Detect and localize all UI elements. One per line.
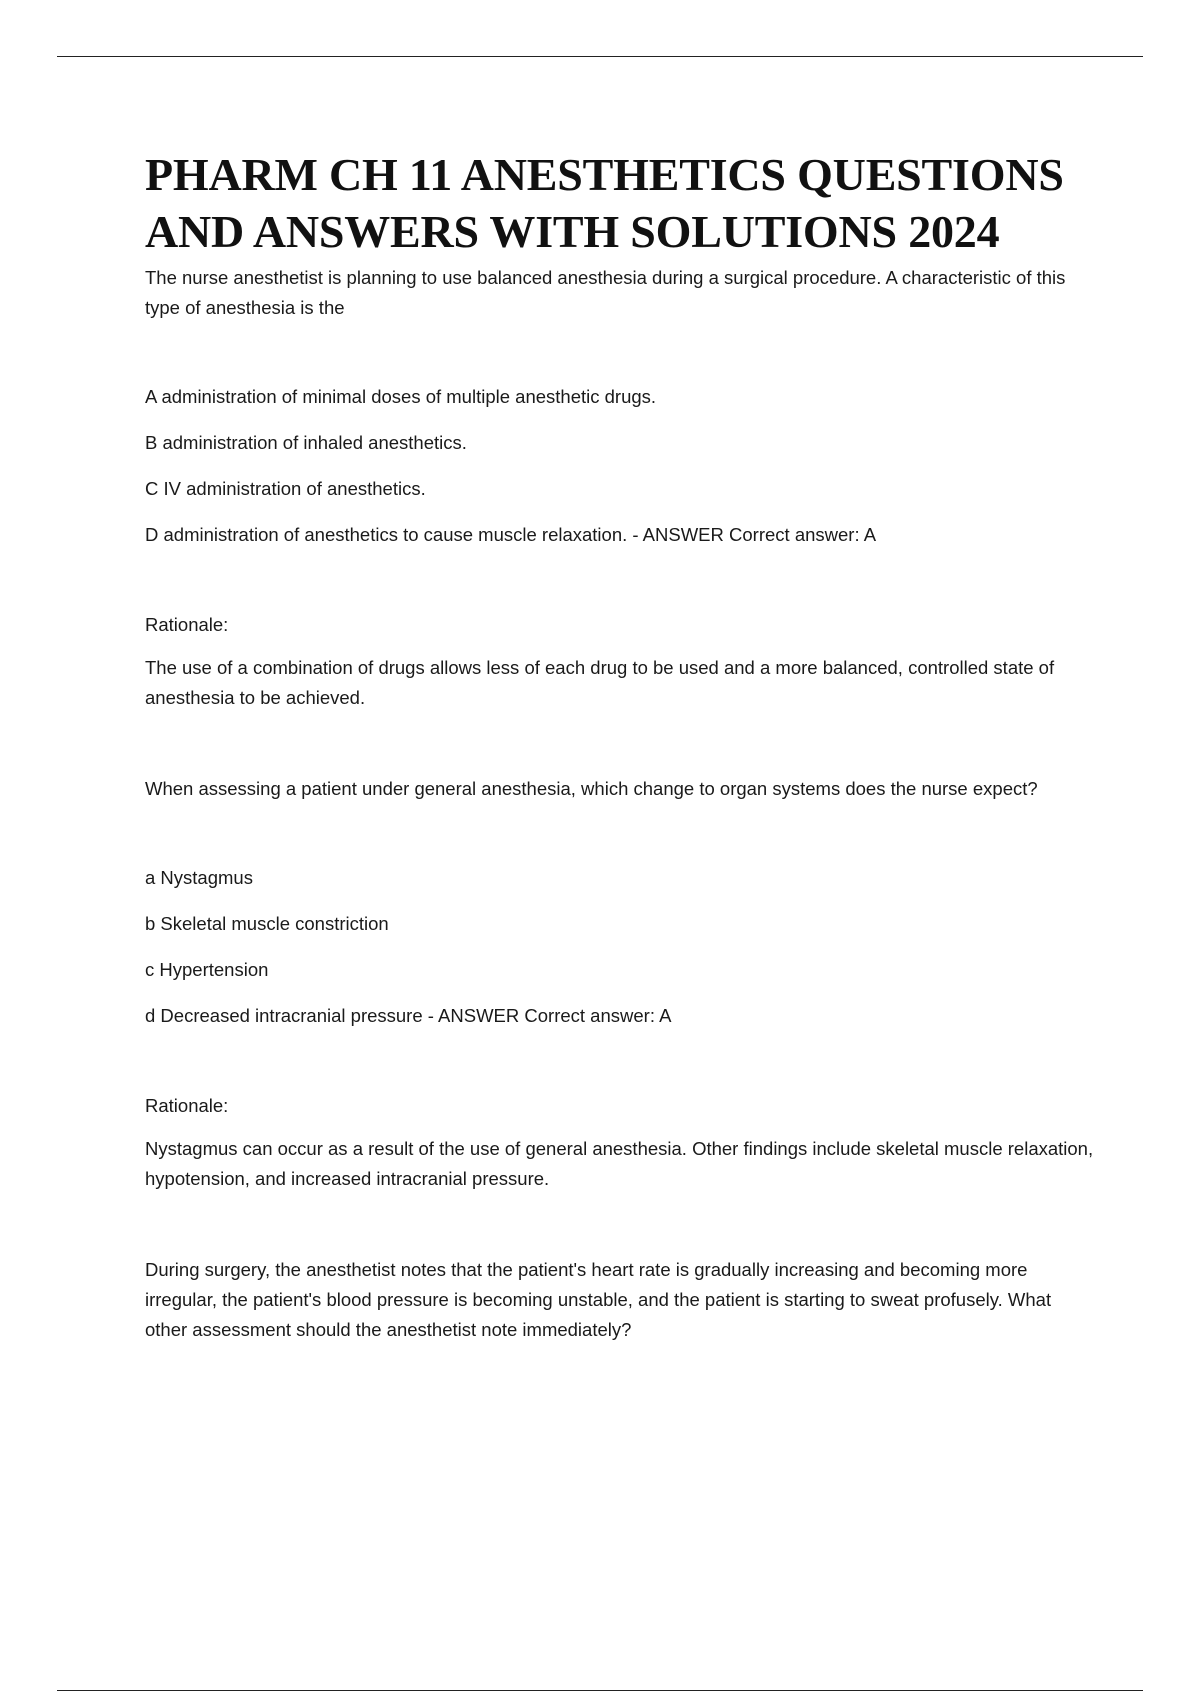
question-stem: The nurse anesthetist is planning to use balanced anesthesia during a surgical procedure. A characteristic of this type of anesthesia is the — [145, 267, 1066, 318]
question-stem: When assessing a patient under general anesthesia, which change to organ systems does the nurse expect? — [145, 778, 1038, 799]
answer-options — [145, 382, 1095, 550]
rationale-text: The use of a combination of drugs allows less of each drug to be used and a more balanced, controlled state of anesthesia to be achieved. — [145, 657, 1055, 708]
question-block — [145, 1255, 1095, 1345]
rationale-label: Rationale: — [145, 1095, 229, 1116]
question-block — [145, 774, 1095, 1194]
answer-options — [145, 863, 1095, 1031]
top-divider — [57, 56, 1143, 57]
rationale-text: Nystagmus can occur as a result of the use of general anesthesia. Other findings include skeletal muscle relaxation, hypotension, and increased intracranial pressure. — [145, 1138, 1094, 1189]
answer-option-b: b Skeletal muscle constriction — [145, 913, 389, 934]
answer-option-b: B administration of inhaled anesthetics. — [145, 432, 467, 453]
answer-option-a: A administration of minimal doses of multiple anesthetic drugs. — [145, 386, 657, 407]
document-body — [145, 146, 1095, 1345]
bottom-divider — [57, 1690, 1143, 1691]
answer-option-a: a Nystagmus — [145, 867, 253, 888]
answer-option-c: c Hypertension — [145, 959, 269, 980]
question-stem: During surgery, the anesthetist notes that the patient's heart rate is gradually increasing and becoming more irregular, the patient's blood pressure is becoming unstable, and the patient is starting to sweat profusely. What other assessment should the anesthetist note immediately? — [145, 1259, 1052, 1340]
answer-option-d: D administration of anesthetics to cause muscle relaxation. - ANSWER Correct answer: A — [145, 524, 877, 545]
document-title: PHARM CH 11 ANESTHETICS QUESTIONS AND ANSWERS WITH SOLUTIONS 2024 — [145, 149, 1064, 257]
rationale-label: Rationale: — [145, 614, 229, 635]
answer-option-c: C IV administration of anesthetics. — [145, 478, 426, 499]
answer-option-d: d Decreased intracranial pressure - ANSWER Correct answer: A — [145, 1005, 672, 1026]
question-block — [145, 263, 1095, 713]
